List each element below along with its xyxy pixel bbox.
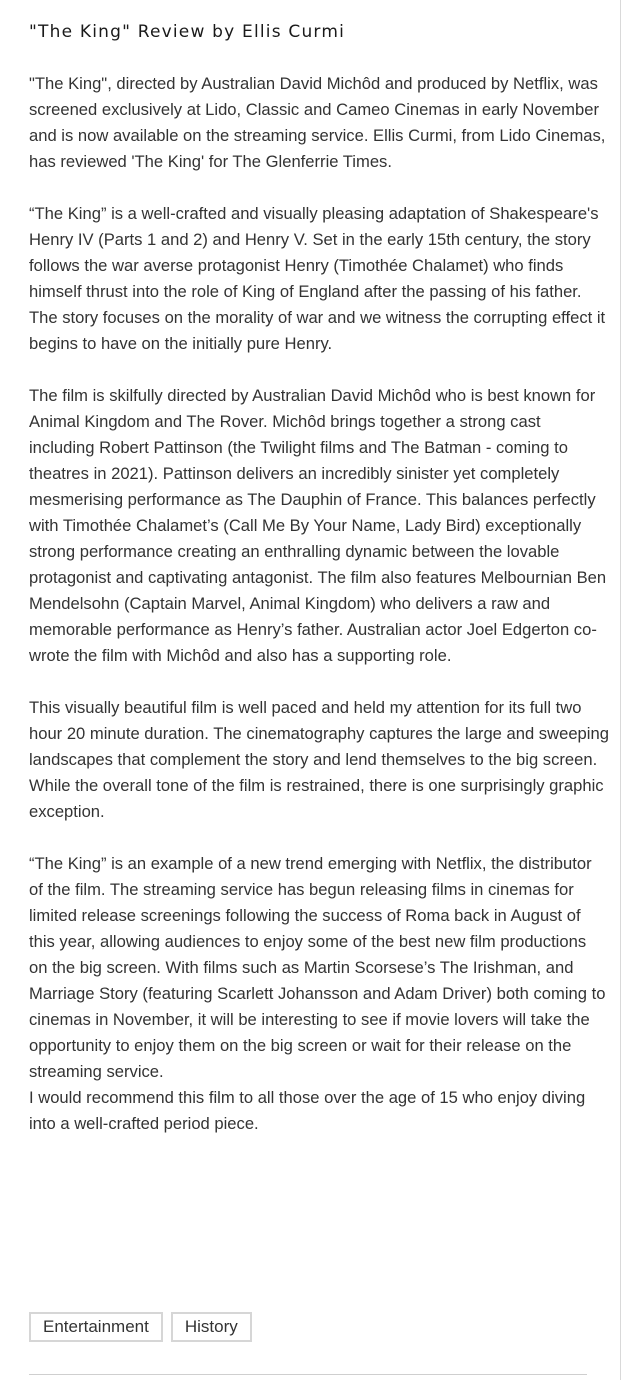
article-paragraph-6: I would recommend this film to all those over the age of 15 who enjoy diving into a well-crafted period piece. xyxy=(29,1088,586,1133)
article-body xyxy=(29,71,609,1137)
article-paragraph-2: “The King” is a well-crafted and visually pleasing adaptation of Shakespeare's Henry IV (Parts 1 and 2) and Henry V. Set in the early 15th century, the story follows the war averse protagonist Henry (Timothée Chalamet) who finds himself thrust into the role of King of England after the passing of his father. The story focuses on the morality of war and we witness the corrupting effect it begins to have on the initially pure Henry. xyxy=(29,204,606,353)
tag-entertainment[interactable]: Entertainment xyxy=(29,1312,163,1342)
article-title: "The King" Review by Ellis Curmi xyxy=(29,22,346,42)
tag-history[interactable]: History xyxy=(171,1312,252,1342)
page-edge-line xyxy=(620,0,621,1380)
article-paragraph-5: “The King” is an example of a new trend emerging with Netflix, the distributor of the film. The streaming service has begun releasing films in cinemas for limited release screenings following the success of Roma back in August of this year, allowing audiences to enjoy some of the best new film productions on the big screen. With films such as Martin Scorsese’s The Irishman, and Marriage Story (featuring Scarlett Johansson and Adam Driver) both coming to cinemas in November, it will be interesting to see if movie lovers will take the opportunity to enjoy them on the big screen or wait for their release on the streaming service. xyxy=(29,854,606,1081)
tag-list xyxy=(29,1312,252,1342)
article-paragraph-4: This visually beautiful film is well paced and held my attention for its full two hour 20 minute duration. The cinematography captures the large and sweeping landscapes that complement the story and lend themselves to the big screen. While the overall tone of the film is restrained, there is one surprisingly graphic exception. xyxy=(29,698,609,821)
article-paragraph-3: The film is skilfully directed by Australian David Michôd who is best known for Animal Kingdom and The Rover. Michôd brings together a strong cast including Robert Pattinson (the Twilight films and The Batman - coming to theatres in 2021). Pattinson delivers an incredibly sinister yet completely mesmerising performance as The Dauphin of France. This balances perfectly with Timothée Chalamet’s (Call Me By Your Name, Lady Bird) exceptionally strong performance creating an enthralling dynamic between the lovable protagonist and captivating antagonist. The film also features Melbournian Ben Mendelsohn (Captain Marvel, Animal Kingdom) who delivers a raw and memorable performance as Henry’s father. Australian actor Joel Edgerton co-wrote the film with Michôd and also has a supporting role. xyxy=(29,386,607,665)
article-paragraph-1: "The King", directed by Australian David Michôd and produced by Netflix, was screened exclusively at Lido, Classic and Cameo Cinemas in early November and is now available on the streaming service. Ellis Curmi, from Lido Cinemas, has reviewed 'The King' for The Glenferrie Times. xyxy=(29,74,606,171)
article xyxy=(29,19,609,1137)
bottom-divider xyxy=(29,1374,587,1375)
